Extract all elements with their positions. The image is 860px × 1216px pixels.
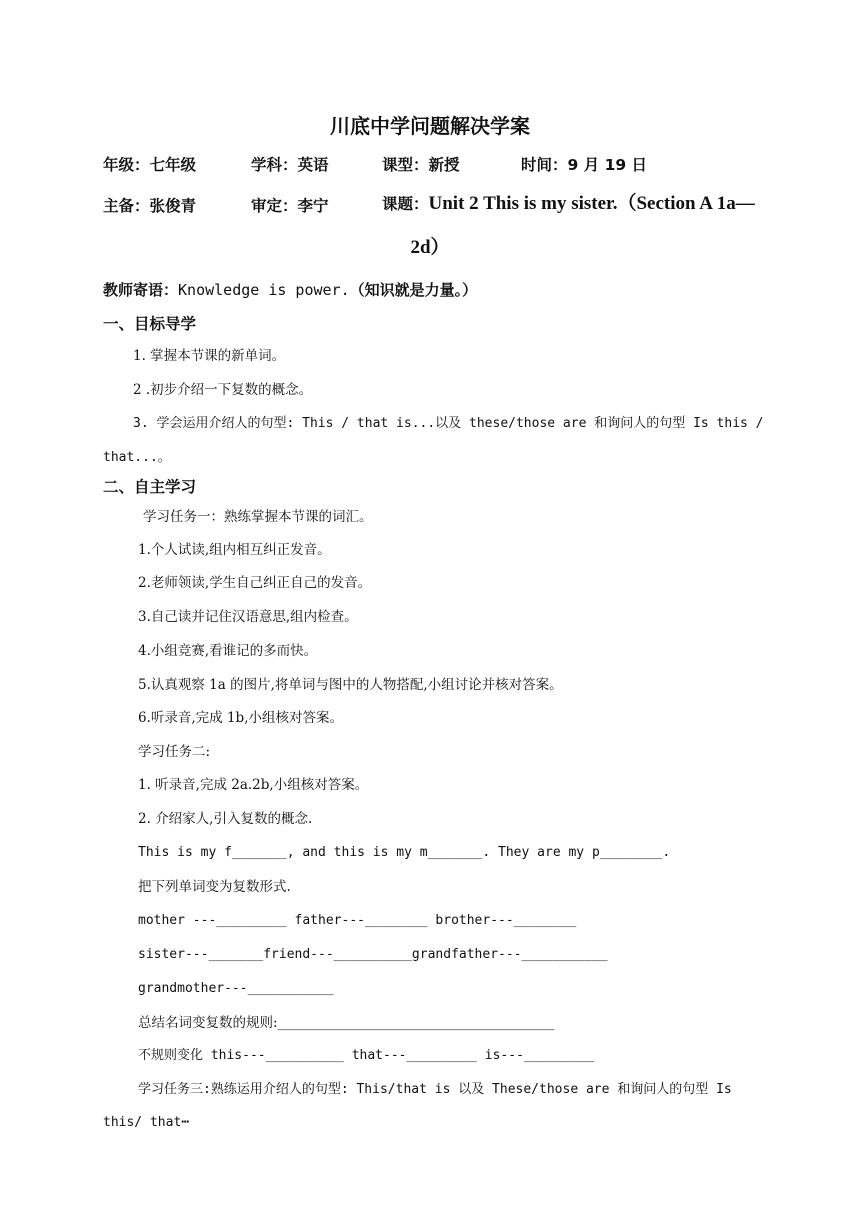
topic-continuation: 2d）: [410, 237, 450, 258]
plural-exercise-row-1: mother ---_________ father---________ brother---________: [138, 913, 577, 928]
author-field: [103, 195, 196, 217]
meta-row-1: [103, 154, 196, 176]
author-label: 主备：: [103, 197, 150, 215]
time-label: 时间：: [521, 156, 568, 174]
goal-item-3-cont: that...。: [103, 450, 171, 465]
task1-item-6: 6.听录音,完成 1b,小组核对答案。: [138, 710, 343, 726]
motto-label: 教师寄语：: [103, 281, 179, 299]
subject-value: 英语: [297, 156, 329, 174]
reviewer-value: 李宁: [297, 197, 329, 215]
time-field: [521, 154, 647, 176]
time-value: 9 月 19 日: [567, 156, 648, 174]
topic-value: Unit 2 This is my sister.（Section A 1a—: [428, 193, 755, 214]
goal-item-2: 2 .初步介绍一下复数的概念。: [133, 382, 313, 398]
task3-line-1: 学习任务三:熟练运用介绍人的句型: This/that is 以及 These/those are 和询问人的句型 Is: [138, 1082, 732, 1097]
task1-item-3: 3.自己读并记住汉语意思,组内检查。: [138, 609, 358, 625]
irregular-change-line: 不规则变化 this---__________ that---_________ is---_________: [138, 1048, 595, 1063]
task3-line-2: this/ that┅: [103, 1115, 190, 1130]
reviewer-label: 审定：: [251, 197, 298, 215]
section-heading-goals: 一、目标导学: [103, 315, 197, 333]
fill-in-sentence: This is my f_______, and this is my m_______. They are my p________.: [138, 845, 671, 860]
task2-title: 学习任务二:: [138, 744, 211, 760]
motto-chinese: （知识就是力量。）: [349, 281, 478, 299]
author-value: 张俊青: [149, 197, 197, 215]
goal-item-1: 1. 掌握本节课的新单词。: [133, 348, 286, 364]
plural-instruction: 把下列单词变为复数形式.: [138, 879, 291, 895]
plural-exercise-row-2: sister---_______friend---__________grandfather---___________: [138, 947, 608, 962]
task1-item-1: 1.个人试读,组内相互纠正发音。: [138, 542, 331, 558]
task1-item-5: 5.认真观察 1a 的图片,将单词与图中的人物搭配,小组讨论并核对答案。: [138, 677, 563, 693]
type-field: [382, 154, 460, 176]
goal-item-3: 3. 学会运用介绍人的句型: This / that is...以及 these/those are 和询问人的句型 Is this /: [133, 416, 764, 431]
task2-item-2: 2. 介绍家人,引入复数的概念.: [138, 811, 313, 827]
subject-label: 学科：: [251, 156, 298, 174]
grade-label: 年级：: [103, 156, 150, 174]
plural-rule-line: 总结名词变复数的规则:_________________________________________: [138, 1015, 555, 1031]
task2-item-1: 1. 听录音,完成 2a.2b,小组核对答案。: [138, 777, 369, 793]
topic-field: [382, 193, 755, 215]
reviewer-field: [251, 195, 329, 217]
type-label: 课型：: [382, 156, 429, 174]
subject-field: [251, 154, 329, 176]
motto-english: Knowledge is power.: [178, 281, 350, 299]
plural-exercise-row-3: grandmother---___________: [138, 981, 334, 996]
task1-title: 学习任务一：熟练掌握本节课的词汇。: [143, 509, 373, 525]
type-value: 新授: [428, 156, 460, 174]
section-heading-self-study: 二、自主学习: [103, 478, 197, 496]
teacher-motto: [103, 279, 477, 301]
grade-value: 七年级: [149, 156, 197, 174]
topic-label: 课题：: [382, 195, 429, 213]
document-title: 川底中学问题解决学案: [330, 114, 530, 138]
task1-item-2: 2.老师领读,学生自己纠正自己的发音。: [138, 575, 372, 591]
task1-item-4: 4.小组竞赛,看谁记的多而快。: [138, 643, 318, 659]
